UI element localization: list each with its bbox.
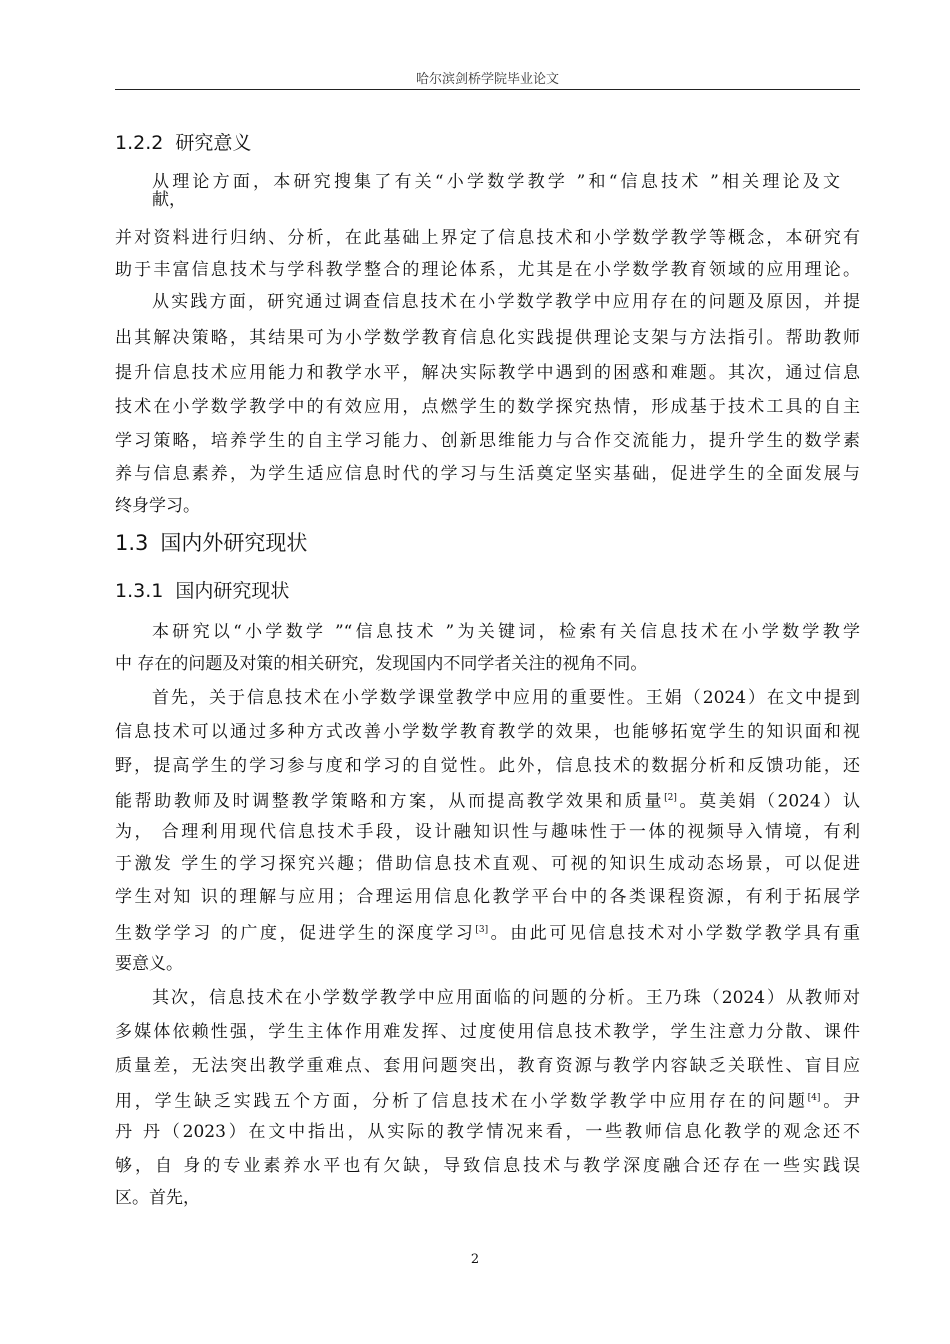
text-line: 从实践方面，研究通过调查信息技术在小学数学教学中应用存在的问题及原因，并提 (152, 292, 860, 312)
heading-1-3-1 (115, 576, 289, 603)
heading-number: 1.3.1 (115, 580, 164, 602)
running-header: 哈尔滨剑桥学院毕业论文 (415, 72, 559, 87)
text-line: 技术在小学数学教学中的有效应用，点燃学生的数学探究热情，形成基于技术工具的自主 (115, 397, 860, 417)
text-line: 养与信息素养，为学生适应信息时代的学习与生活奠定坚实基础，促进学生的全面发展与 (115, 464, 860, 484)
text-run: 。莫美娟（2024）认 (676, 791, 861, 812)
text-line: 出其解决策略，其结果可为小学数学教育信息化实践提供理论支架与方法指引。帮助教师 (115, 328, 860, 348)
citation-2: [2] (664, 793, 677, 803)
text-line: 中 存在的问题及对策的相关研究，发现国内不同学者关注的视角不同。 (115, 654, 648, 674)
heading-number: 1.2.2 (115, 132, 164, 154)
text-line: 区。首先， (115, 1188, 200, 1208)
page-number: 2 (470, 1252, 480, 1267)
text-line-with-citation (115, 786, 860, 814)
text-line: 于激发 学生的学习探究兴趣；借助信息技术直观、可视的知识生成动态场景，可以促进 (115, 854, 860, 874)
text-line: 终身学习。 (115, 496, 200, 516)
text-line: 要意义。 (115, 954, 183, 974)
heading-title: 研究意义 (175, 132, 252, 154)
text-run: 生数学学习 的广度，促进学生的深度学习 (115, 923, 476, 944)
text-line: 多媒体依赖性强，学生主体作用难发挥、过度使用信息技术教学，学生注意力分散、课件 (115, 1022, 860, 1042)
text-run: 用，学生缺乏实践五个方面，分析了信息技术在小学数学教学中应用存在的问题 (115, 1091, 808, 1112)
text-line: 学生对知 识的理解与应用；合理运用信息化教学平台中的各类课程资源，有利于拓展学 (115, 887, 860, 907)
text-line-with-citation (115, 918, 860, 946)
heading-1-2-2 (115, 128, 251, 155)
text-line: 学习策略，培养学生的自主学习能力、创新思维能力与合作交流能力，提升学生的数学素 (115, 431, 860, 451)
heading-number: 1.3 (115, 531, 149, 555)
header-rule (115, 89, 860, 90)
text-line: 丹 丹（2023）在文中指出，从实际的教学情况来看，一些教师信息化教学的观念还不 (115, 1122, 860, 1142)
text-line: 从理论方面，本研究搜集了有关“小学数学教学 ”和“信息技术 ”相关理论及文 (152, 172, 840, 192)
text-line-with-citation (115, 1086, 860, 1114)
text-line: 助于丰富信息技术与学科教学整合的理论体系，尤其是在小学数学教育领域的应用理论。 (115, 260, 860, 280)
heading-title: 国内外研究现状 (160, 531, 308, 555)
heading-title: 国内研究现状 (175, 580, 290, 602)
heading-1-3 (115, 527, 307, 557)
text-run: 。由此可见信息技术对小学数学教学具有重 (488, 923, 860, 944)
text-line: 野，提高学生的学习参与度和学习的自觉性。此外，信息技术的数据分析和反馈功能，还 (115, 756, 860, 776)
text-line: 献， (152, 190, 186, 210)
text-line: 够，自 身的专业素养水平也有欠缺，导致信息技术与教学深度融合还存在一些实践误 (115, 1156, 860, 1176)
text-line: 首先，关于信息技术在小学数学课堂教学中应用的重要性。王娟（2024）在文中提到 (152, 688, 860, 708)
text-run: 。尹 (820, 1091, 861, 1112)
text-line: 信息技术可以通过多种方式改善小学数学教育教学的效果，也能够拓宽学生的知识面和视 (115, 722, 860, 742)
text-line: 并对资料进行归纳、分析，在此基础上界定了信息技术和小学数学教学等概念，本研究有 (115, 228, 860, 248)
text-line: 质量差，无法突出教学重难点、套用问题突出，教育资源与教学内容缺乏关联性、盲目应 (115, 1056, 860, 1076)
text-line: 本研究以“小学数学 ”“信息技术 ”为关键词，检索有关信息技术在小学数学教学 (152, 622, 860, 642)
text-line: 为， 合理利用现代信息技术手段，设计融知识性与趣味性于一体的视频导入情境，有利 (115, 822, 860, 842)
text-run: 能帮助教师及时调整教学策略和方案，从而提高教学效果和质量 (115, 791, 665, 812)
citation-4: [4] (807, 1093, 821, 1103)
text-line: 其次，信息技术在小学数学教学中应用面临的问题的分析。王乃珠（2024）从教师对 (152, 988, 860, 1008)
text-line: 提升信息技术应用能力和教学水平，解决实际教学中遇到的困惑和难题。其次，通过信息 (115, 363, 860, 383)
citation-3: [3] (475, 925, 489, 935)
